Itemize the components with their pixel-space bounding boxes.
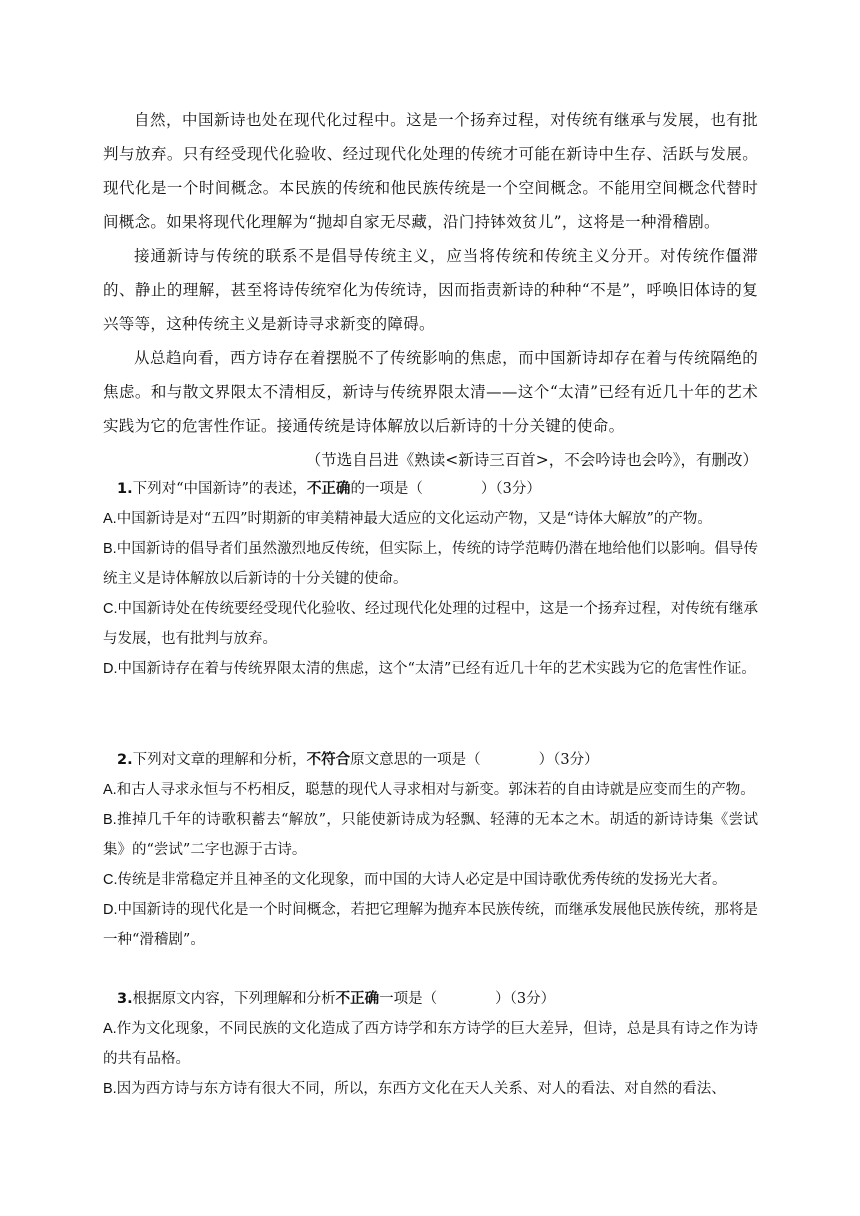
option-b — [103, 1074, 758, 1104]
option-text: 作为文化现象，不同民族的文化造成了西方诗学和东方诗学的巨大差异，但诗，总是具有诗之作为诗的共有品格。 — [103, 1021, 758, 1067]
option-label: B. — [103, 541, 117, 557]
emphasis-keyword: 不符合 — [306, 752, 351, 768]
option-label: D. — [103, 661, 118, 677]
question-stem — [103, 745, 758, 775]
option-label: C. — [103, 872, 118, 888]
question-text-tail: 一项是（ ）（3分） — [379, 991, 556, 1007]
passage-paragraph-3: 从总趋向看，西方诗存在着摆脱不了传统影响的焦虑，而中国新诗却存在着与传统隔绝的焦虑。和与散文界限太不清相反，新诗与传统界限太清——这个“太清”已经有近几十年的艺术实践为它的危害性作证。接通传统是诗体解放以后新诗的十分关键的使命。 — [103, 349, 758, 435]
question-2 — [103, 745, 758, 955]
question-stem — [103, 474, 758, 504]
option-b — [103, 805, 758, 865]
option-label: C. — [103, 601, 118, 617]
passage-paragraph-1: 自然，中国新诗也处在现代化过程中。这是一个扬弃过程，对传统有继承与发展，也有批判与放弃。只有经受现代化验收、经过现代化处理的传统才可能在新诗中生存、活跃与发展。现代化是一个时间概念。本民族的传统和他民族传统是一个空间概念。不能用空间概念代替时间概念。如果将现代化理解为“抛却自家无尽藏，沿门持钵效贫儿”，这将是一种滑稽剧。 — [103, 111, 758, 231]
option-text: 推掉几千年的诗歌积蓄去“解放”，只能使新诗成为轻飘、轻薄的无本之木。胡适的新诗诗集《尝试集》的“尝试”二字也源于古诗。 — [103, 812, 758, 858]
option-text: 中国新诗的倡导者们虽然激烈地反传统，但实际上，传统的诗学范畴仍潜在地给他们以影响。倡导传统主义是诗体解放以后新诗的十分关键的使命。 — [103, 541, 758, 587]
option-d — [103, 654, 758, 684]
option-label: A. — [103, 782, 117, 798]
option-label: D. — [103, 902, 118, 918]
option-a — [103, 775, 758, 805]
option-c — [103, 865, 758, 895]
option-text: 中国新诗是对“五四”时期新的审美精神最大适应的文化运动产物，又是“诗体大解放”的产物。 — [116, 511, 712, 527]
option-b — [103, 534, 758, 594]
source-citation: （节选自吕进《熟读<新诗三百首>，不会吟诗也会吟》，有删改） — [305, 451, 758, 469]
emphasis-keyword: 不正确 — [335, 991, 380, 1007]
option-label: A. — [103, 511, 117, 527]
question-number: 2. — [117, 752, 133, 768]
question-text-tail: 原文意思的一项是（ ）（3分） — [350, 752, 599, 768]
question-3 — [103, 984, 758, 1104]
question-stem — [103, 984, 758, 1014]
question-text-tail: 的一项是（ ）（3分） — [350, 481, 541, 497]
question-text: 下列对“中国新诗”的表述， — [132, 481, 307, 497]
option-text: 中国新诗处在传统要经受现代化验收、经过现代化处理的过程中，这是一个扬弃过程，对传统有继承与发展，也有批判与放弃。 — [103, 601, 758, 647]
option-c — [103, 594, 758, 654]
question-text: 根据原文内容，下列理解和分析 — [132, 991, 336, 1007]
option-a — [103, 1014, 758, 1074]
option-d — [103, 895, 758, 955]
option-label: B. — [103, 1081, 117, 1097]
option-label: A. — [103, 1021, 117, 1037]
option-label: B. — [103, 812, 117, 828]
question-1 — [103, 474, 758, 684]
option-text: 因为西方诗与东方诗有很大不同，所以，东西方文化在天人关系、对人的看法、对自然的看法、 — [116, 1081, 726, 1097]
option-text: 和古人寻求永恒与不朽相反，聪慧的现代人寻求相对与新变。郭沫若的自由诗就是应变而生的产物。 — [116, 782, 755, 798]
question-number: 1. — [117, 481, 133, 497]
question-number: 3. — [117, 991, 133, 1007]
emphasis-keyword: 不正确 — [306, 481, 351, 497]
option-text: 中国新诗的现代化是一个时间概念，若把它理解为抛弃本民族传统，而继承发展他民族传统，那将是一种“滑稽剧”。 — [103, 902, 758, 948]
option-a — [103, 504, 758, 534]
option-text: 传统是非常稳定并且神圣的文化现象，而中国的大诗人必定是中国诗歌优秀传统的发扬光大者。 — [117, 872, 727, 888]
option-text: 中国新诗存在着与传统界限太清的焦虑，这个“太清”已经有近几十年的艺术实践为它的危害性作证。 — [117, 661, 756, 677]
question-text: 下列对文章的理解和分析， — [132, 752, 307, 768]
passage-paragraph-2: 接通新诗与传统的联系不是倡导传统主义，应当将传统和传统主义分开。对传统作僵滞的、静止的理解，甚至将诗传统窄化为传统诗，因而指责新诗的种种“不是”，呼唤旧体诗的复兴等等，这种传统主义是新诗寻求新变的障碍。 — [103, 247, 758, 333]
